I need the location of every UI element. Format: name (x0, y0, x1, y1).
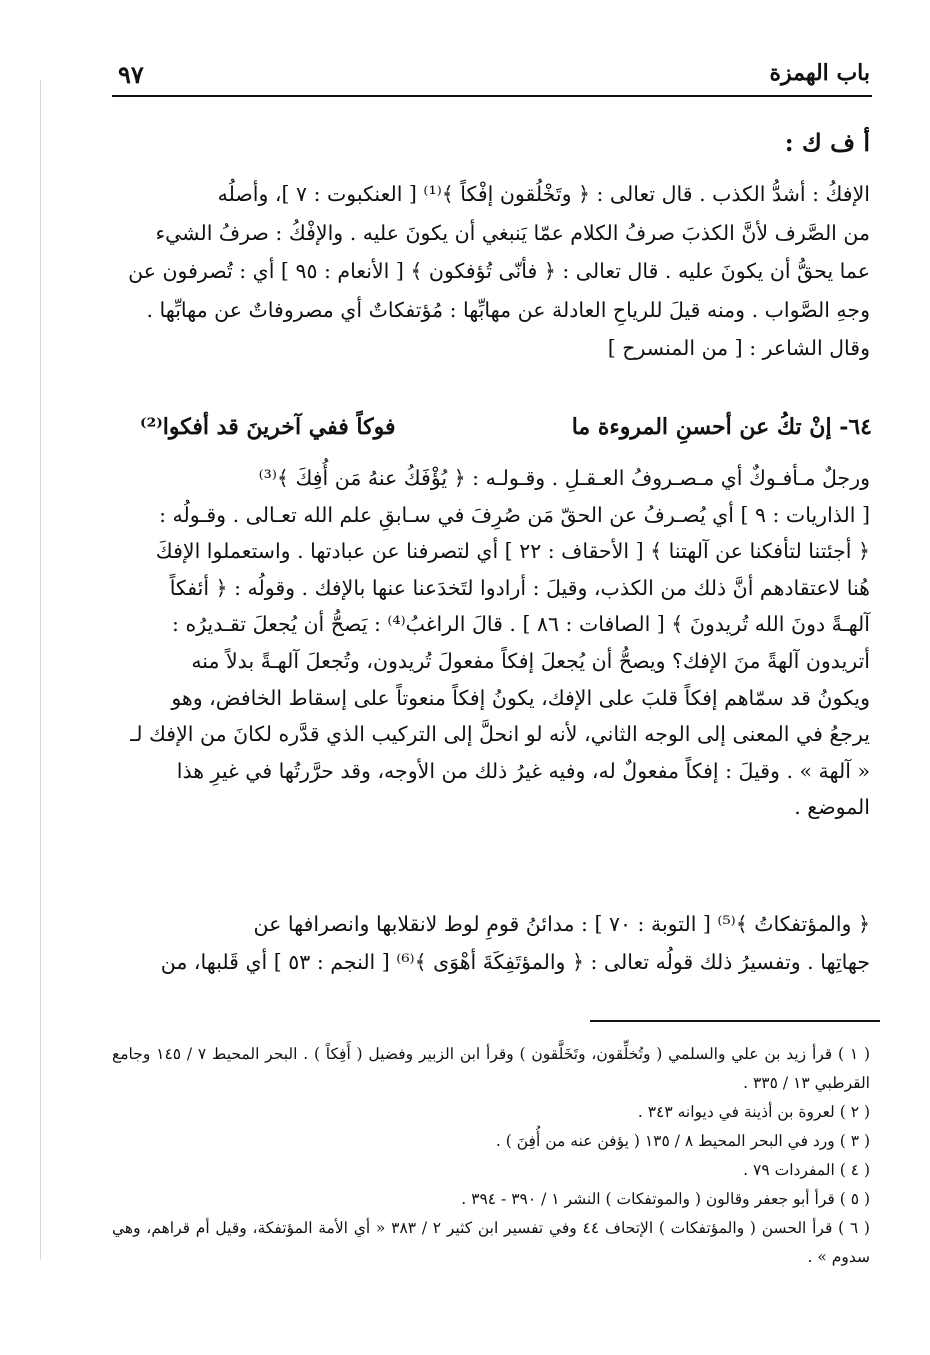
footnote: ( ٣ ) ورد في البحر المحيط ٨ / ١٣٥ ( يؤفن عنه من أُفِنَ ) . (495, 1132, 870, 1150)
chapter-title: باب الهمزة (769, 60, 870, 86)
text-line: [ الذاريات : ٩ ] أي يُصـرفُ عن الحقّ مَن صُرِفَ في سـابقِ علم الله تعـالى . وقـولُه : (159, 502, 870, 527)
footnote: ( ٦ ) قرأ الحسن ( والمؤتفكات ) الإتحاف ٤٤ وفي تفسير ابن كثير ٢ / ٣٨٣ « أي الأمة المؤتفكة، وقيل أم قراهم، وهي سدوم » . (112, 1219, 870, 1266)
text-line: وقال الشاعر : [ من المنسرح ] (607, 336, 870, 361)
header-rule (112, 95, 872, 97)
text-line: ويكونُ قد سمّاهم إفكاً قلبَ على الإفك، يكونُ إفكاً منعوتاً على إسقاط الخافض، وهو (171, 685, 870, 710)
root-heading: أ ف ك : (784, 128, 870, 157)
text-line: آلهـةً دونَ الله تُريدونَ ﴾ [ الصافات : ٨٦ ] . قالَ الراغبُ⁽⁴⁾ : يَصحُّ أن يُجعلَ تقـديرُه : (172, 612, 870, 637)
footnote: ( ٢ ) لعروة بن أذينة في ديوانه ٣٤٣ . (637, 1103, 870, 1121)
text-line: عما يحقُّ أن يكونَ عليه . قال تعالى : ﴿ فأنّى تُؤفكون ﴾ [ الأنعام : ٩٥ ] أي : تُصرفون عن (128, 259, 870, 284)
text-line: الإفكُ : أشدُّ الكذب . قال تعالى : ﴿ وتَخْلُقون إفْكاً ﴾⁽¹⁾ [ العنكبوت : ٧ ]، وأصلُه (217, 182, 870, 206)
text-line: من الصَّرف لأنَّ الكذبَ صرفُ الكلام عمّا يَنبغي أن يكونَ عليه . والإفْكُ : صرفُ الشيء (155, 220, 870, 245)
footnotes (112, 1040, 870, 1272)
footnote: ( ١ ) قرأ زيد بن علي والسلمي ( وتُخلِّقون، وتَخَلَّقون ) وقرأ ابن الزبير وفضيل ( أَفِكاً ) . البحر المحيط ٧ / ١٤٥ وجامع القرطبي ١٣ / ٣٣٥ . (112, 1045, 870, 1092)
second-paragraph (112, 460, 870, 826)
footnote-rule (590, 1020, 880, 1022)
footnote: ( ٤ ) المفردات ٧٩ . (743, 1161, 870, 1179)
third-paragraph (112, 905, 870, 981)
text-line: « آلهة » . وقيلَ : إفكاً مفعولٌ له، وفيه غيرُ ذلك من الأوجه، وقد حرَّرتُها في غيرِ هذا (176, 758, 870, 783)
text-line: وجهِ الصَّواب . ومنه قيلَ للرياحِ العادلة عن مهابِّها : مُؤتفكاتٌ أي مصروفاتٌ عن مهابِّها . (146, 297, 870, 322)
text-line: الموضع . (794, 795, 870, 820)
footnote: ( ٥ ) قرأ أبو جعفر وقالون ( والموتفكات ) النشر ١ / ٣٩٠ - ٣٩٤ . (461, 1190, 870, 1208)
margin-line (40, 80, 41, 1260)
text-line: جهاتِها . وتفسيرُ ذلك قولُه تعالى : ﴿ والمؤتَفِكَةَ أهْوَى ﴾⁽⁶⁾ [ النجم : ٥٣ ] أي قَلبها، من (160, 950, 870, 974)
text-line: هُنا لاعتقادهم أنَّ ذلك من الكذب، وقيلَ : أرادوا لتَخدَعنا عنها بالإفك . وقولُه : ﴿ أئفكاً (169, 575, 870, 600)
poetry-verse (140, 410, 872, 450)
verse-second-hemistich: فوكاً ففي آخرينَ قد أفكوا⁽²⁾ (140, 414, 396, 440)
page-header (118, 58, 870, 92)
text-line: ورجلٌ مـأفـوكٌ أي مـصـروفُ العـقـلِ . وقـولـه : ﴿ يُؤْفَكُ عنهُ مَن أُفِكَ ﴾⁽³⁾ (258, 466, 870, 490)
text-line: أتريدون آلهةً منَ الإفك؟ ويصحُّ أن يُجعلَ إفكاً مفعولَ تُريدون، وتُجعلَ آلهـةً بدلاً منه (191, 648, 870, 673)
text-line: ﴿ والمؤتفكاتُ ﴾⁽⁵⁾ [ التوبة : ٧٠ ] : مدائنُ قومِ لوط لانقلابها وانصرافها عن (253, 912, 870, 936)
text-line: يرجعُ في المعنى إلى الوجه الثاني، لأنه لو انحلَّ إلى التركيب الذي قدَّره لكانَ من الإفك لـ (130, 722, 870, 747)
verse-first-hemistich: ٦٤- إنْ تكُ عن أحسنِ المروءة ما (571, 414, 872, 440)
main-paragraph (112, 175, 870, 368)
text-line: ﴿ أجئتنا لتأفكنا عن آلهتنا ﴾ [ الأحقاف : ٢٢ ] أي لتصرفنا عن عبادتها . واستعملوا الإفكَ (155, 539, 870, 564)
page-number: ٩٧ (118, 60, 144, 89)
